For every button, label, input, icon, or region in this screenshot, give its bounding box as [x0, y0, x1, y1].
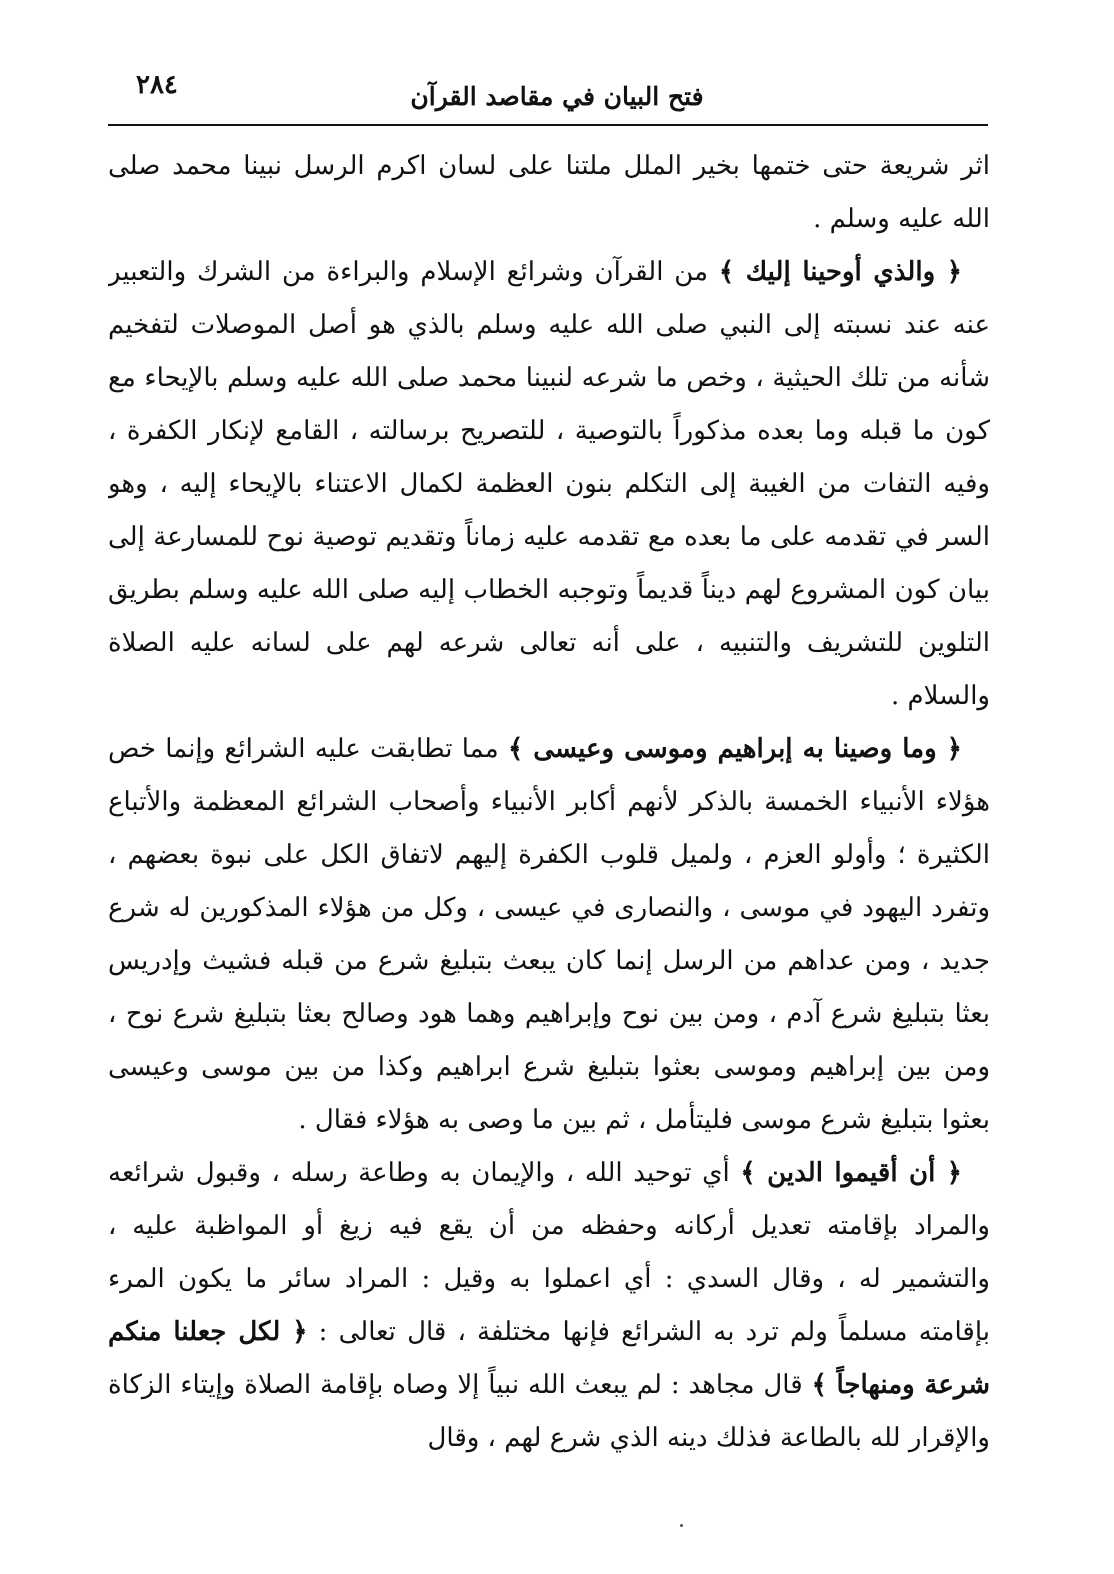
- page-number: ٢٨٤: [136, 70, 178, 100]
- header-divider: [108, 124, 988, 126]
- scan-speck: [680, 1524, 683, 1527]
- quran-verse: ﴿ وما وصينا به إبراهيم وموسى وعيسى ﴾: [507, 734, 962, 764]
- paragraph: [108, 246, 990, 723]
- paragraph: [108, 1147, 990, 1465]
- quran-verse: ﴿ لكل جعلنا منكم شرعة ومنهاجاً ﴾: [108, 1317, 990, 1400]
- quran-verse: ﴿ أن أقيموا الدين ﴾: [740, 1158, 963, 1188]
- paragraph: [108, 723, 990, 1147]
- paragraph: [108, 140, 990, 246]
- commentary-text: مما تطابقت عليه الشرائع وإنما خص هؤلاء الأنبياء الخمسة بالذكر لأنهم أكابر الأنبياء وأصحاب الشرائع المعظمة والأتباع الكثيرة ؛ وأولو العزم ، ولميل قلوب الكفرة إليهم لاتفاق الكل على نبوة بعضهم ، وتفرد اليهود في موسى ، والنصارى في عيسى ، وكل من هؤلاء المذكورين له شرع جديد ، ومن عداهم من الرسل إنما كان يبعث بتبليغ شرع من قبله فشيث وإدريس بعثا بتبليغ شرع آدم ، ومن بين نوح وإبراهيم وهما هود وصالح بعثا بتبليغ شرع نوح ، ومن بين إبراهيم وموسى بعثوا بتبليغ شرع ابراهيم وكذا من بين موسى وعيسى بعثوا بتبليغ شرع موسى فليتأمل ، ثم بين ما وصى به هؤلاء فقال .: [108, 734, 990, 1135]
- commentary-text: قال مجاهد : لم يبعث الله نبياً إلا وصاه بإقامة الصلاة وإيتاء الزكاة والإقرار لله بالطاعة فذلك دينه الذي شرع لهم ، وقال: [108, 1370, 990, 1453]
- body-text: [108, 140, 990, 1520]
- commentary-text: أي توحيد الله ، والإيمان به وطاعة رسله ، وقبول شرائعه والمراد بإقامته تعديل أركانه وحفظه من أن يقع فيه زيغ أو المواظبة عليه ، والتشمير له ، وقال السدي : أي اعملوا به وقيل : المراد سائر ما يكون المرء بإقامته مسلماً ولم ترد به الشرائع فإنها مختلفة ، قال تعالى :: [108, 1158, 990, 1347]
- commentary-text: اثر شريعة حتى ختمها بخير الملل ملتنا على لسان اكرم الرسل نبينا محمد صلى الله عليه وسلم .: [108, 151, 990, 234]
- commentary-text: من القرآن وشرائع الإسلام والبراءة من الشرك والتعبير عنه عند نسبته إلى النبي صلى الله عليه وسلم بالذي هو أصل الموصلات لتفخيم شأنه من تلك الحيثية ، وخص ما شرعه لنبينا محمد صلى الله عليه وسلم بالإيحاء مع كون ما قبله وما بعده مذكوراً بالتوصية ، للتصريح برسالته ، القامع لإنكار الكفرة ، وفيه التفات من الغيبة إلى التكلم بنون العظمة لكمال الاعتناء بالإيحاء إليه ، وهو السر في تقدمه على ما بعده مع تقدمه عليه زماناً وتقديم توصية نوح للمسارعة إلى بيان كون المشروع لهم ديناً قديماً وتوجبه الخطاب إليه صلى الله عليه وسلم بطريق التلوين للتشريف والتنبيه ، على أنه تعالى شرعه لهم على لسانه عليه الصلاة والسلام .: [108, 257, 990, 711]
- book-title: فتح البيان في مقاصد القرآن: [410, 82, 704, 111]
- quran-verse: ﴿ والذي أوحينا إليك ﴾: [718, 257, 962, 287]
